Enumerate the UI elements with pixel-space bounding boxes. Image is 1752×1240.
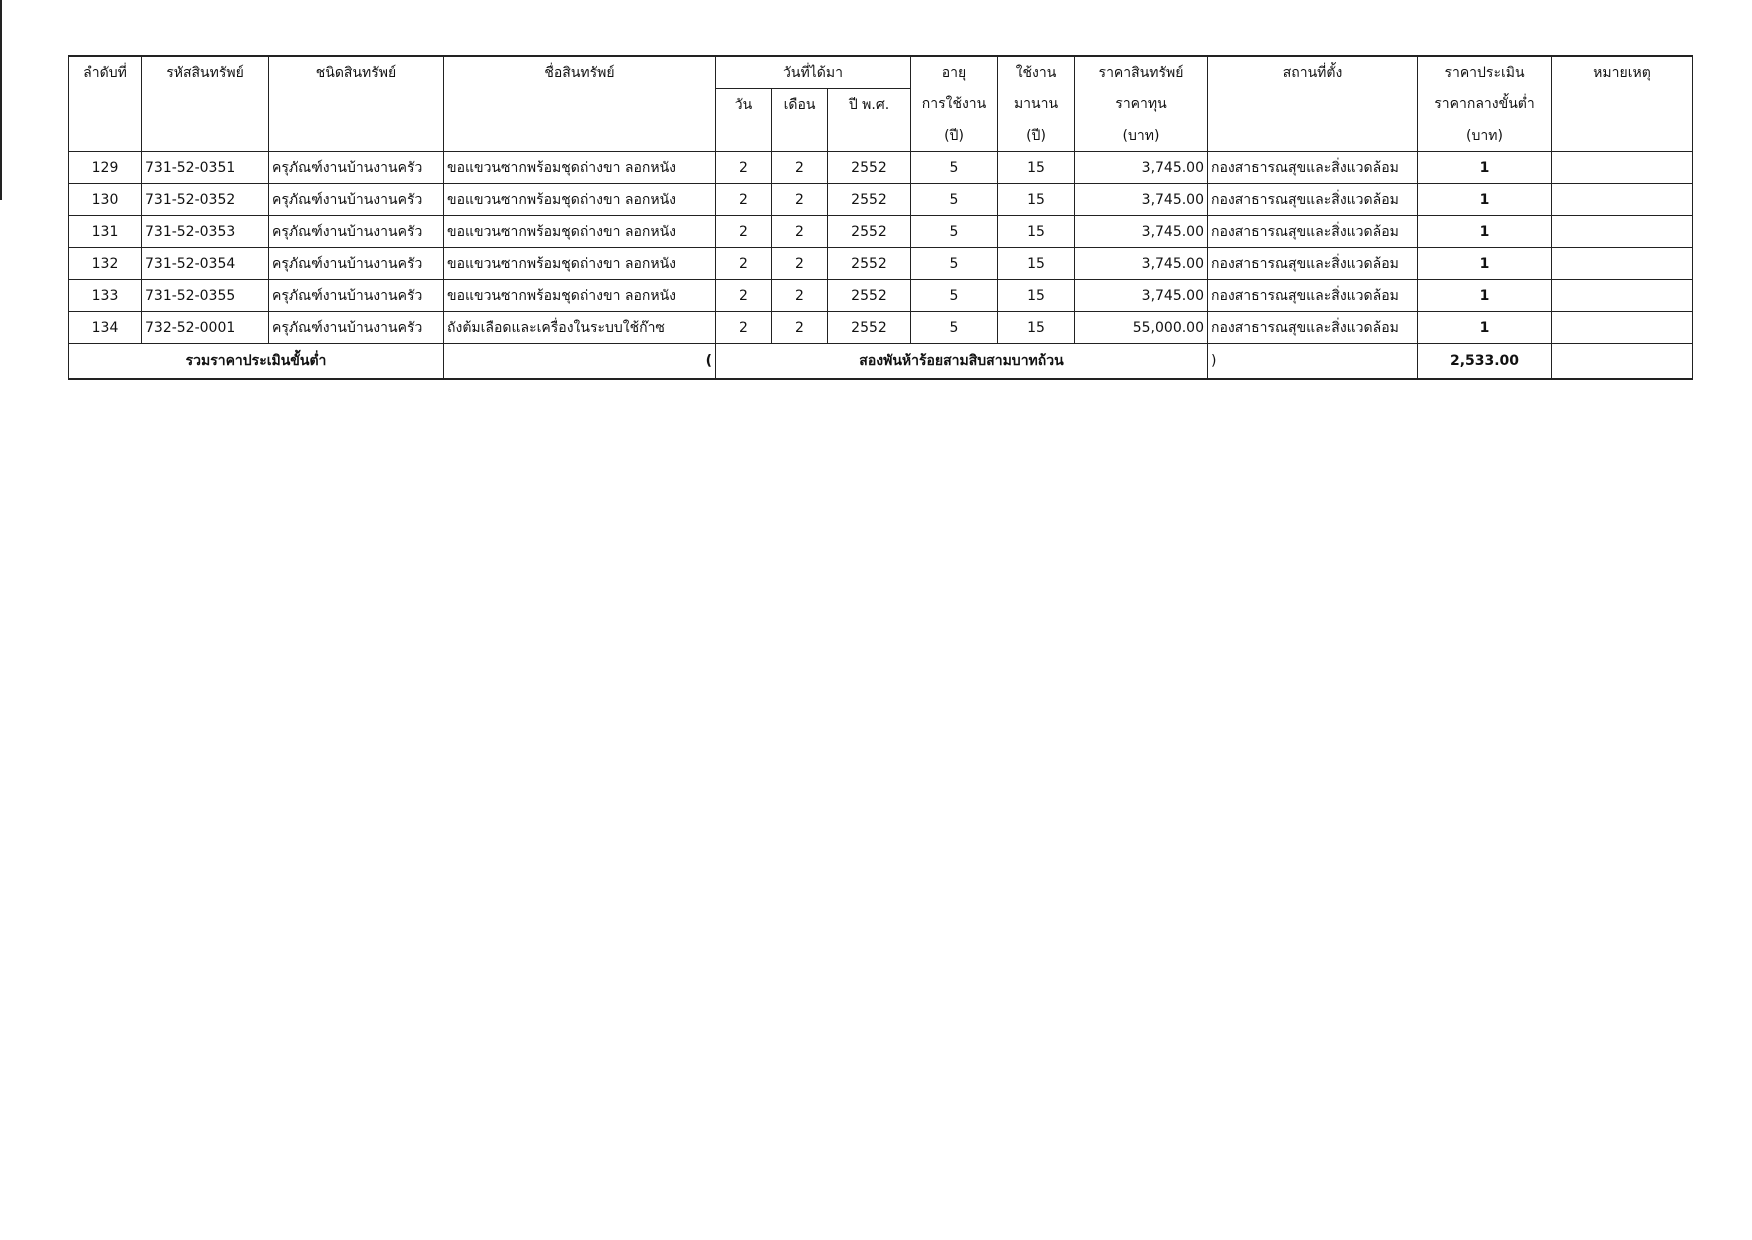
- cell-appraisal: 1: [1418, 216, 1552, 248]
- cell-month: 2: [772, 152, 828, 184]
- header-location: สถานที่ตั้ง: [1208, 56, 1418, 89]
- header-appraisal-2: ราคากลางขั้นต่ำ: [1418, 89, 1552, 121]
- cell-location: กองสาธารณสุขและสิ่งแวดล้อม: [1208, 248, 1418, 280]
- cell-day: 2: [716, 280, 772, 312]
- cell-remark: [1552, 312, 1693, 344]
- cell-year: 2552: [828, 152, 911, 184]
- cell-life: 5: [911, 312, 998, 344]
- cell-location: กองสาธารณสุขและสิ่งแวดล้อม: [1208, 280, 1418, 312]
- total-remark: [1552, 344, 1693, 380]
- cell-life: 5: [911, 152, 998, 184]
- header-cost-3: (บาท): [1075, 120, 1208, 152]
- cell-seq: 132: [69, 248, 142, 280]
- cell-year: 2552: [828, 216, 911, 248]
- cell-type: ครุภัณฑ์งานบ้านงานครัว: [269, 152, 444, 184]
- cell-seq: 130: [69, 184, 142, 216]
- cell-life: 5: [911, 248, 998, 280]
- cell-day: 2: [716, 216, 772, 248]
- total-row: [69, 344, 1693, 380]
- cell-year: 2552: [828, 312, 911, 344]
- cell-name: ขอแขวนซากพร้อมชุดถ่างขา ลอกหนัง: [444, 248, 716, 280]
- cell-code: 732-52-0001: [142, 312, 269, 344]
- cell-code: 731-52-0353: [142, 216, 269, 248]
- header-code: รหัสสินทรัพย์: [142, 56, 269, 89]
- cell-name: ขอแขวนซากพร้อมชุดถ่างขา ลอกหนัง: [444, 280, 716, 312]
- total-open-paren: (: [444, 344, 716, 380]
- cell-month: 2: [772, 216, 828, 248]
- page-edge-mark: [0, 0, 2, 200]
- cell-name: ขอแขวนซากพร้อมชุดถ่างขา ลอกหนัง: [444, 152, 716, 184]
- asset-appraisal-table: [68, 55, 1693, 380]
- cell-remark: [1552, 280, 1693, 312]
- cell-cost: 55,000.00: [1075, 312, 1208, 344]
- cell-used: 15: [998, 152, 1075, 184]
- cell-appraisal: 1: [1418, 184, 1552, 216]
- table-row: [69, 184, 1693, 216]
- cell-remark: [1552, 184, 1693, 216]
- header-appraisal-3: (บาท): [1418, 120, 1552, 152]
- header-cost-2: ราคาทุน: [1075, 89, 1208, 121]
- cell-appraisal: 1: [1418, 280, 1552, 312]
- header-name: ชื่อสินทรัพย์: [444, 56, 716, 89]
- cell-month: 2: [772, 312, 828, 344]
- cell-cost: 3,745.00: [1075, 184, 1208, 216]
- cell-used: 15: [998, 248, 1075, 280]
- table-row: [69, 152, 1693, 184]
- cell-life: 5: [911, 280, 998, 312]
- cell-location: กองสาธารณสุขและสิ่งแวดล้อม: [1208, 152, 1418, 184]
- cell-day: 2: [716, 248, 772, 280]
- header-used-2: มานาน: [998, 89, 1075, 121]
- total-amount: 2,533.00: [1418, 344, 1552, 380]
- cell-name: ขอแขวนซากพร้อมชุดถ่างขา ลอกหนัง: [444, 216, 716, 248]
- header-acquired: วันที่ได้มา: [716, 56, 911, 89]
- cell-code: 731-52-0355: [142, 280, 269, 312]
- cell-code: 731-52-0352: [142, 184, 269, 216]
- table-row: [69, 280, 1693, 312]
- header-life-3: (ปี): [911, 120, 998, 152]
- cell-seq: 129: [69, 152, 142, 184]
- cell-life: 5: [911, 184, 998, 216]
- cell-remark: [1552, 216, 1693, 248]
- cell-day: 2: [716, 152, 772, 184]
- cell-cost: 3,745.00: [1075, 248, 1208, 280]
- cell-seq: 131: [69, 216, 142, 248]
- cell-cost: 3,745.00: [1075, 280, 1208, 312]
- cell-day: 2: [716, 312, 772, 344]
- cell-type: ครุภัณฑ์งานบ้านงานครัว: [269, 184, 444, 216]
- header-seq: ลำดับที่: [69, 56, 142, 89]
- cell-year: 2552: [828, 248, 911, 280]
- header-life-2: การใช้งาน: [911, 89, 998, 121]
- cell-life: 5: [911, 216, 998, 248]
- header-used-3: (ปี): [998, 120, 1075, 152]
- cell-type: ครุภัณฑ์งานบ้านงานครัว: [269, 248, 444, 280]
- header-row-1: [69, 56, 1693, 89]
- cell-appraisal: 1: [1418, 248, 1552, 280]
- header-month: เดือน: [772, 89, 828, 121]
- cell-appraisal: 1: [1418, 312, 1552, 344]
- cell-location: กองสาธารณสุขและสิ่งแวดล้อม: [1208, 184, 1418, 216]
- cell-year: 2552: [828, 280, 911, 312]
- header-row-2: [69, 89, 1693, 121]
- cell-type: ครุภัณฑ์งานบ้านงานครัว: [269, 216, 444, 248]
- table-row: [69, 312, 1693, 344]
- table-row: [69, 216, 1693, 248]
- header-day: วัน: [716, 89, 772, 121]
- cell-code: 731-52-0351: [142, 152, 269, 184]
- cell-month: 2: [772, 248, 828, 280]
- cell-location: กองสาธารณสุขและสิ่งแวดล้อม: [1208, 216, 1418, 248]
- cell-cost: 3,745.00: [1075, 216, 1208, 248]
- header-row-3: [69, 120, 1693, 152]
- cell-used: 15: [998, 216, 1075, 248]
- header-year: ปี พ.ศ.: [828, 89, 911, 121]
- cell-seq: 134: [69, 312, 142, 344]
- cell-month: 2: [772, 184, 828, 216]
- header-used: ใช้งาน: [998, 56, 1075, 89]
- cell-type: ครุภัณฑ์งานบ้านงานครัว: [269, 312, 444, 344]
- table-row: [69, 248, 1693, 280]
- cell-name: ถังต้มเลือดและเครื่องในระบบใช้ก๊าซ: [444, 312, 716, 344]
- cell-seq: 133: [69, 280, 142, 312]
- cell-remark: [1552, 248, 1693, 280]
- cell-remark: [1552, 152, 1693, 184]
- cell-location: กองสาธารณสุขและสิ่งแวดล้อม: [1208, 312, 1418, 344]
- total-close-paren: ): [1208, 344, 1418, 380]
- cell-appraisal: 1: [1418, 152, 1552, 184]
- total-in-words: สองพันห้าร้อยสามสิบสามบาทถ้วน: [716, 344, 1208, 380]
- header-appraisal: ราคาประเมิน: [1418, 56, 1552, 89]
- header-remark: หมายเหตุ: [1552, 56, 1693, 89]
- cell-month: 2: [772, 280, 828, 312]
- header-cost: ราคาสินทรัพย์: [1075, 56, 1208, 89]
- cell-code: 731-52-0354: [142, 248, 269, 280]
- cell-name: ขอแขวนซากพร้อมชุดถ่างขา ลอกหนัง: [444, 184, 716, 216]
- cell-cost: 3,745.00: [1075, 152, 1208, 184]
- cell-used: 15: [998, 312, 1075, 344]
- cell-year: 2552: [828, 184, 911, 216]
- cell-used: 15: [998, 184, 1075, 216]
- header-type: ชนิดสินทรัพย์: [269, 56, 444, 89]
- header-life: อายุ: [911, 56, 998, 89]
- cell-type: ครุภัณฑ์งานบ้านงานครัว: [269, 280, 444, 312]
- total-label: รวมราคาประเมินขั้นต่ำ: [69, 344, 444, 380]
- cell-day: 2: [716, 184, 772, 216]
- cell-used: 15: [998, 280, 1075, 312]
